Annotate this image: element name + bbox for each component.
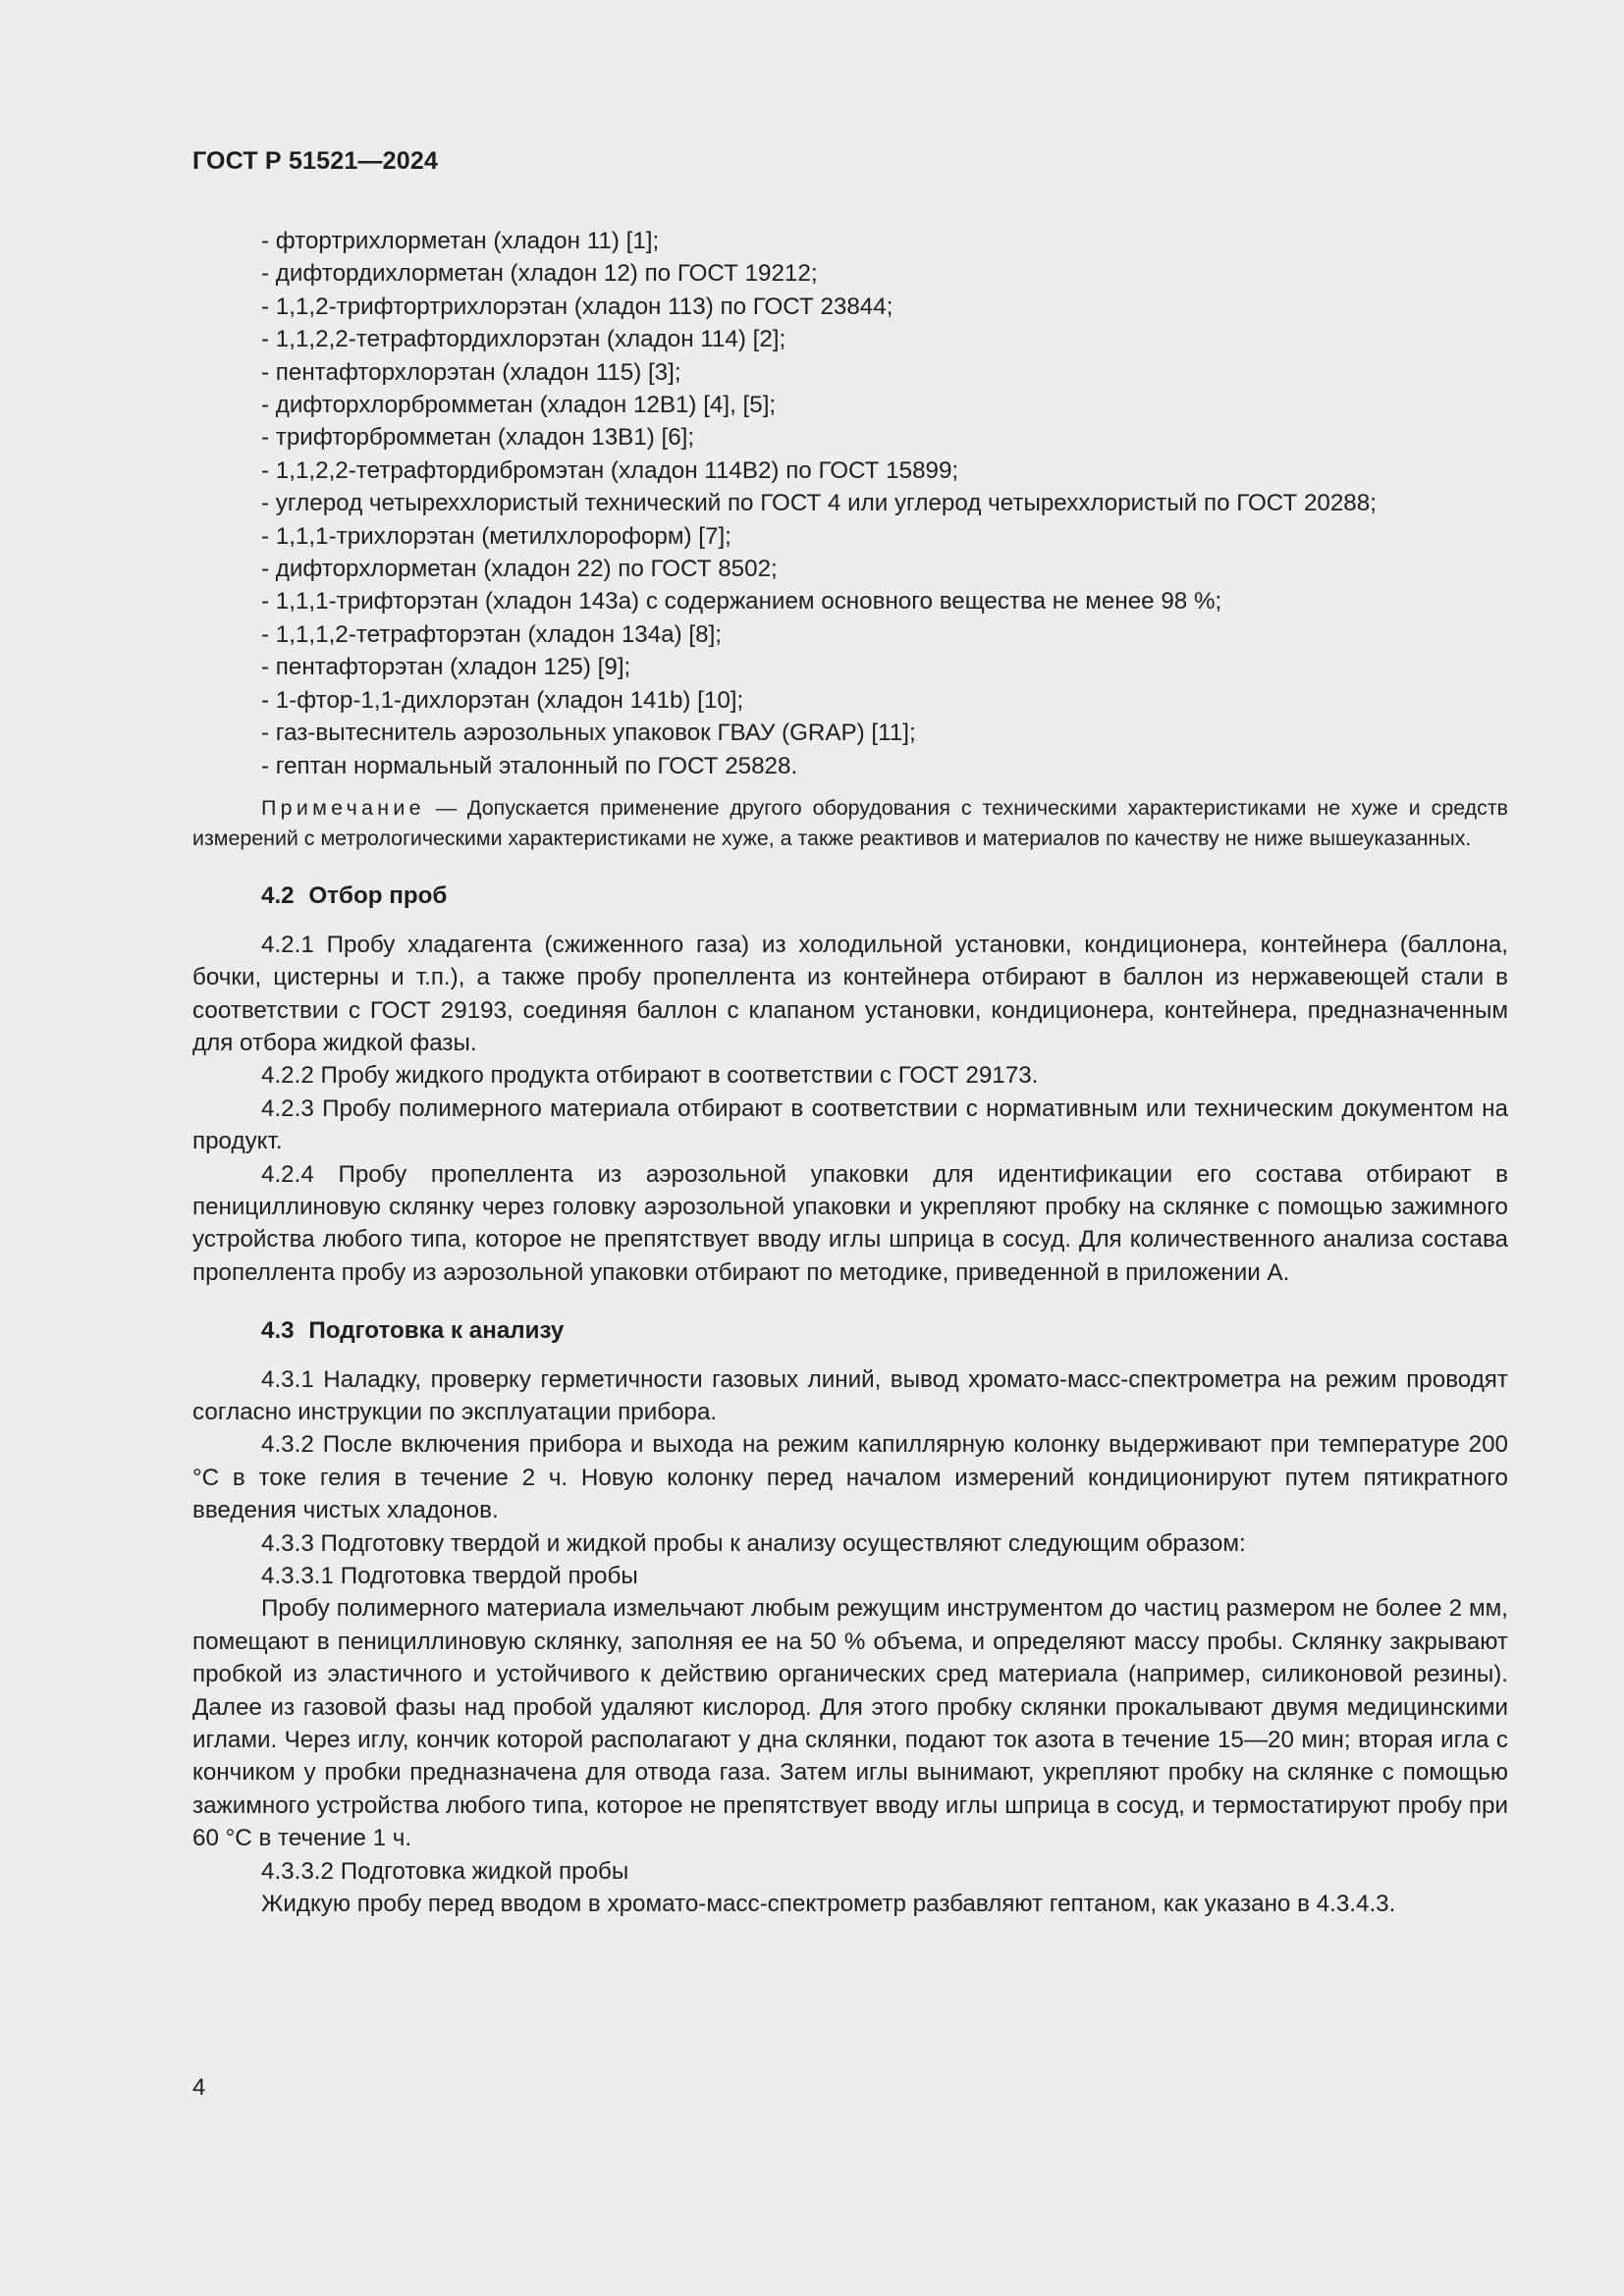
list-item: - 1,1,1,2-тетрафторэтан (хладон 134а) [8]; bbox=[261, 620, 723, 648]
section-title: Отбор проб bbox=[308, 882, 448, 910]
page-number: 4 bbox=[192, 2074, 206, 2101]
note-text: — Допускается применение другого оборудования с техническими характеристиками не хуже и средств измерений с метрологическими характеристиками не хуже, а также реактивов и материалов по качеству не ниже вышеуказанных. bbox=[192, 795, 1508, 851]
list-item: - 1,1,2,2-тетрафтордибромэтан (хладон 114В2) по ГОСТ 15899; bbox=[261, 456, 959, 484]
section-heading-4-3 bbox=[192, 1314, 1508, 1347]
note-label: Примечание bbox=[261, 795, 425, 820]
list-item: - дифторхлорбромметан (хладон 12В1) [4], [5]; bbox=[261, 392, 777, 419]
section-number: 4.3 bbox=[261, 1317, 295, 1345]
list-item: - дифторхлорметан (хладон 22) по ГОСТ 8502; bbox=[261, 556, 778, 583]
section-title: Подготовка к анализу bbox=[308, 1317, 565, 1345]
document-header: ГОСТ Р 51521—2024 bbox=[192, 147, 439, 175]
document-body bbox=[192, 225, 1508, 1921]
paragraph: 4.2.3 Пробу полимерного материала отбирают в соответствии с нормативным или техническим документом на продукт. bbox=[192, 1095, 1508, 1155]
document-page bbox=[192, 0, 1508, 2296]
list-item: - фтортрихлорметан (хладон 11) [1]; bbox=[261, 228, 660, 254]
section-number: 4.2 bbox=[261, 882, 295, 910]
paragraph: 4.2.2 Пробу жидкого продукта отбирают в соответствии с ГОСТ 29173. bbox=[261, 1062, 1039, 1090]
list-item: - пентафторхлорэтан (хладон 115) [3]; bbox=[261, 358, 681, 386]
list-item: - углерод четыреххлористый технический по ГОСТ 4 или углерод четыреххлористый по ГОСТ 20288; bbox=[261, 490, 1377, 517]
list-item: - гептан нормальный эталонный по ГОСТ 25828. bbox=[261, 752, 798, 779]
paragraph: Жидкую пробу перед вводом в хромато-масс-спектрометр разбавляют гептаном, как указано в 4.3.4.3. bbox=[261, 1891, 1396, 1918]
list-item: - 1,1,2-трифтортрихлорэтан (хладон 113) по ГОСТ 23844; bbox=[261, 293, 893, 320]
list-item: - 1-фтор-1,1-дихлорэтан (хладон 141b) [10]; bbox=[261, 686, 744, 714]
list-item: - 1,1,2,2-тетрафтордихлорэтан (хладон 114) [2]; bbox=[261, 326, 786, 353]
paragraph: 4.3.3 Подготовку твердой и жидкой пробы к анализу осуществляют следующим образом: bbox=[261, 1529, 1246, 1557]
subsection-heading: 4.3.3.1 Подготовка твердой пробы bbox=[261, 1563, 638, 1590]
list-item: - 1,1,1-трихлорэтан (метилхлороформ) [7]; bbox=[261, 522, 731, 550]
list-item: - пентафторэтан (хладон 125) [9]; bbox=[261, 654, 631, 681]
paragraph: Пробу полимерного материала измельчают любым режущим инструментом до частиц размером не более 2 мм, помещают в пенициллиновую склянку, заполняя ее на 50 % объема, и определяют массу пробы. Склянку закрывают пробкой из эластичного и устойчивого к действию органических сред материала (например, силиконовой резины). Далее из газовой фазы над пробой удаляют кислород. Для этого пробку склянки прокалывают двумя медицинскими иглами. Через иглу, кончик которой располагают у дна склянки, подают ток азота в течение 15—20 мин; вторая игла с кончиком у пробки предназначена для отвода газа. Затем иглы вынимают, укрепляют пробку на склянке с помощью зажимного устройства любого типа, которое не препятствует вводу иглы шприца в сосуд, и термостатируют пробу при 60 °С в течение 1 ч. bbox=[192, 1595, 1508, 1852]
paragraph: 4.2.4 Пробу пропеллента из аэрозольной упаковки для идентификации его состава отбирают в пенициллиновую склянку через головку аэрозольной упаковки и укрепляют пробку на склянке с помощью зажимного устройства любого типа, которое не препятствует вводу иглы шприца в сосуд. Для количественного анализа состава пропеллента пробу из аэрозольной упаковки отбирают по методике, приведенной в приложении А. bbox=[192, 1160, 1508, 1286]
list-item: - 1,1,1-трифторэтан (хладон 143а) с содержанием основного вещества не менее 98 %; bbox=[261, 588, 1222, 615]
paragraph: 4.3.1 Наладку, проверку герметичности газовых линий, вывод хромато-масс-спектрометра на режим проводят согласно инструкции по эксплуатации прибора. bbox=[192, 1365, 1508, 1425]
list-item: - газ-вытеснитель аэрозольных упаковок ГВАУ (GRAP) [11]; bbox=[261, 720, 916, 747]
section-heading-4-2 bbox=[192, 880, 1508, 912]
reagents-list bbox=[192, 225, 1508, 782]
paragraph: 4.3.2 После включения прибора и выхода на режим капиллярную колонку выдерживают при температуре 200 °С в токе гелия в течение 2 ч. Новую колонку перед началом измерений кондиционируют путем пятикратного введения чистых хладонов. bbox=[192, 1431, 1508, 1524]
subsection-heading: 4.3.3.2 Подготовка жидкой пробы bbox=[261, 1857, 629, 1885]
paragraph: 4.2.1 Пробу хладагента (сжиженного газа) из холодильной установки, кондиционера, контейнера (баллона, бочки, цистерны и т.п.), а также пробу пропеллента из контейнера отбирают в баллон из нержавеющей стали в соответствии с ГОСТ 29193, соединяя баллон с клапаном установки, кондиционера, контейнера, предназначенным для отбора жидкой фазы. bbox=[192, 931, 1508, 1056]
list-item: - трифторбромметан (хладон 13В1) [6]; bbox=[261, 424, 695, 452]
list-item: - дифтордихлорметан (хладон 12) по ГОСТ 19212; bbox=[261, 260, 818, 288]
note-block bbox=[192, 793, 1508, 854]
